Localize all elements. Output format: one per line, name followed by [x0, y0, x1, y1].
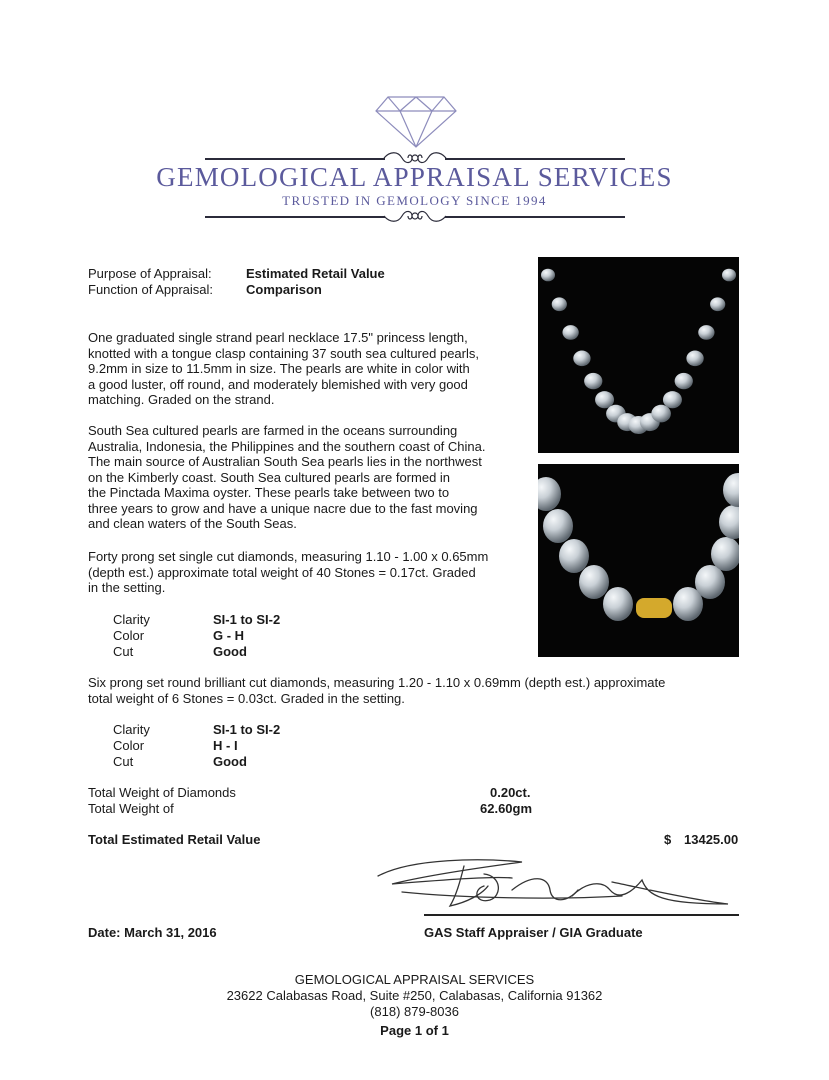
necklace-photo-image — [538, 257, 739, 453]
diamonds-description-1 — [88, 549, 488, 596]
diamonds-line: total weight of 6 Stones = 0.03ct. Graded in the setting. — [88, 690, 405, 706]
total-retail-value: 13425.00 — [684, 832, 739, 847]
diamonds-description-2 — [88, 675, 665, 706]
currency-symbol: $ — [664, 832, 672, 847]
grade-value: Good — [213, 644, 247, 659]
south-sea-line: The main source of Australian South Sea pearls lies in the northwest — [88, 454, 482, 469]
logo-top-rule-left — [205, 158, 385, 160]
pearl — [719, 505, 739, 539]
pearl-description-line: 9.2mm in size to 11.5mm in size. The pearls are white in color with — [88, 361, 470, 376]
pearl — [663, 391, 682, 408]
total-weight-value: 62.60gm — [480, 801, 533, 816]
company-tagline: TRUSTED IN GEMOLOGY SINCE 1994 — [282, 193, 547, 208]
pearl — [698, 325, 714, 340]
diamonds-line: in the setting. — [88, 580, 166, 595]
grade-label: Color — [113, 628, 145, 643]
pearl — [686, 351, 703, 367]
south-sea-line: three years to grow and have a unique nacre due to the fast moving — [88, 500, 478, 516]
clasp-photo-image — [538, 464, 739, 657]
total-diamonds-value: 0.20ct. — [490, 785, 531, 800]
pearl-description-line: matching. Graded on the strand. — [88, 392, 275, 407]
south-sea-line: South Sea cultured pearls are farmed in the oceans surrounding — [88, 423, 458, 438]
pearl — [675, 373, 693, 389]
appraiser-signature — [372, 856, 732, 916]
pearl — [559, 539, 589, 573]
pearl — [573, 351, 590, 367]
purpose-label: Purpose of Appraisal: — [88, 266, 212, 281]
pearl — [543, 509, 573, 543]
pearl — [579, 565, 609, 599]
logo-bottom-rule-left — [205, 216, 385, 218]
footer-phone: (818) 879-8036 — [370, 1004, 459, 1019]
diamonds-line: Forty prong set single cut diamonds, measuring 1.10 - 1.00 x 0.65mm — [88, 549, 489, 564]
diamonds-line: (depth est.) approximate total weight of 40 Stones = 0.17ct. Graded — [88, 564, 476, 580]
footer-company: GEMOLOGICAL APPRAISAL SERVICES — [294, 972, 535, 987]
south-sea-description — [88, 423, 485, 532]
appraiser-title: GAS Staff Appraiser / GIA Graduate — [424, 925, 643, 940]
logo-top-rule-right — [445, 158, 625, 160]
pearl — [584, 373, 602, 389]
total-weight-label: Total Weight of — [88, 801, 174, 816]
diamond-logo-icon — [374, 95, 458, 149]
pearl — [603, 587, 633, 621]
grade-label: Cut — [113, 644, 134, 659]
pearl-description — [88, 330, 479, 408]
pearl — [562, 325, 578, 340]
pearl-description-line: knotted with a tongue clasp containing 37 south sea cultured pearls, — [88, 345, 479, 361]
pearl — [710, 297, 725, 311]
clasp-photo — [538, 464, 739, 657]
grade-label: Clarity — [113, 722, 150, 737]
page-number: Page 1 of 1 — [380, 1023, 449, 1038]
ornament-bottom-icon — [382, 207, 448, 225]
pearl-description-line: a good luster, off round, and moderately blemished with very good — [88, 376, 468, 392]
grade-value: H - I — [213, 738, 238, 753]
grade-label: Cut — [113, 754, 134, 769]
total-retail-label: Total Estimated Retail Value — [88, 832, 261, 847]
purpose-value: Estimated Retail Value — [246, 266, 385, 281]
pearl-description-line: One graduated single strand pearl necklace 17.5" princess length, — [88, 330, 468, 345]
function-value: Comparison — [246, 282, 322, 297]
logo-bottom-rule-right — [445, 216, 625, 218]
pearl — [595, 391, 614, 408]
signature-line — [424, 914, 739, 916]
grade-label: Clarity — [113, 612, 150, 627]
south-sea-line: on the Kimberly coast. South Sea cultured pearls are formed in — [88, 469, 451, 485]
pearl — [651, 405, 671, 423]
footer-address: 23622 Calabasas Road, Suite #250, Calabasas, California 91362 — [226, 988, 603, 1003]
pearl — [722, 269, 736, 282]
grade-value: SI-1 to SI-2 — [213, 612, 281, 627]
pearl — [538, 477, 561, 511]
pearl — [723, 473, 739, 507]
south-sea-line: Australia, Indonesia, the Philippines and the southern coast of China. — [88, 438, 486, 454]
south-sea-line: the Pinctada Maxima oyster. These pearls take between two to — [88, 485, 450, 500]
necklace-photo — [538, 257, 739, 453]
diamonds-line: Six prong set round brilliant cut diamonds, measuring 1.20 - 1.10 x 0.69mm (depth est.) approximate — [88, 675, 666, 690]
grade-value: G - H — [213, 628, 245, 643]
pearl — [541, 269, 555, 282]
appraisal-date: Date: March 31, 2016 — [88, 925, 217, 940]
grade-value: SI-1 to SI-2 — [213, 722, 281, 737]
clasp — [636, 598, 672, 618]
company-logo-name: GEMOLOGICAL APPRAISAL SERVICES — [156, 162, 673, 192]
pearl — [711, 537, 739, 571]
grade-value: Good — [213, 754, 247, 769]
grade-label: Color — [113, 738, 145, 753]
pearl — [695, 565, 725, 599]
function-label: Function of Appraisal: — [88, 282, 214, 297]
pearl — [552, 297, 567, 311]
total-diamonds-label: Total Weight of Diamonds — [88, 785, 236, 800]
south-sea-line: and clean waters of the South Seas. — [88, 516, 297, 531]
